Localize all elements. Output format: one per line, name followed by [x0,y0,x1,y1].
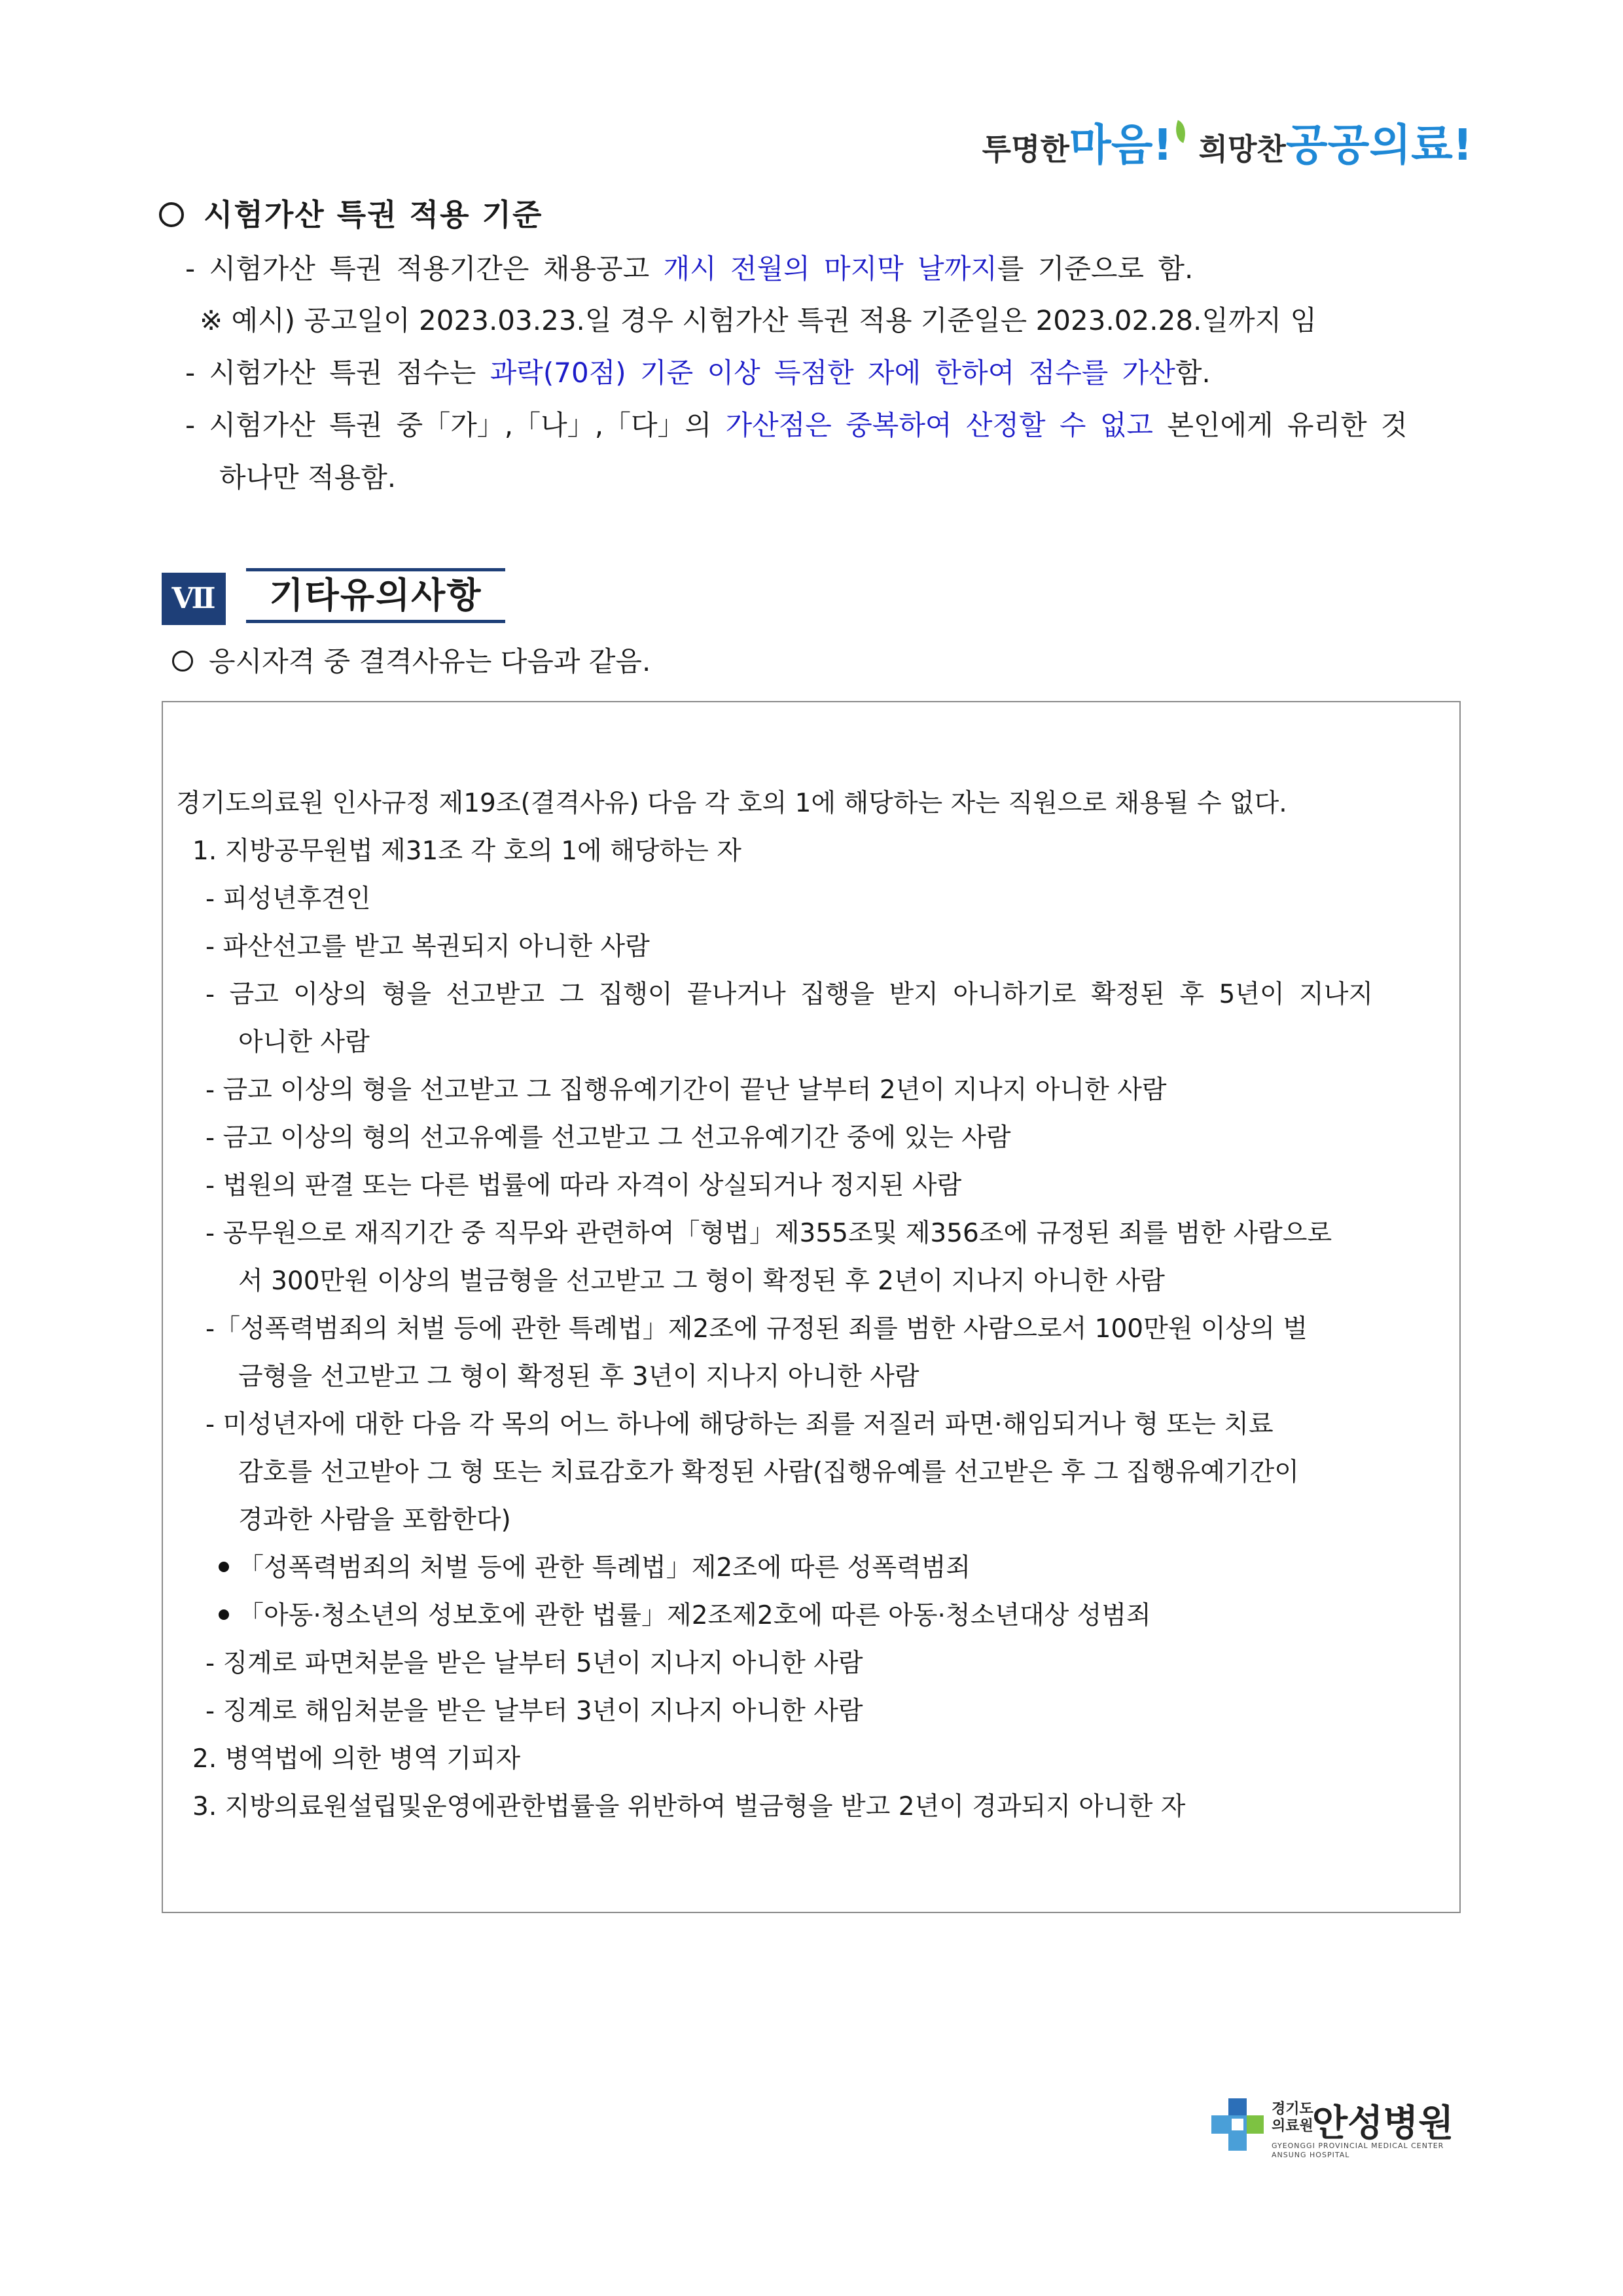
logo-org: 경기도 의료원 [1272,2101,1313,2134]
box-line: - 공무원으로 재직기간 중 직무와 관련하여「형법」제355조및 제356조에 규정된 죄를 범한 사람으로 [205,1219,1332,1248]
box-line: 3. 지방의료원설립및운영에관한법률을 위반하여 벌금형을 받고 2년이 경과되지 아니한 자 [192,1792,1186,1821]
slogan-part4: 공공의료! [1285,120,1472,170]
box-line: 1. 지방공무원법 제31조 각 호의 1에 해당하는 자 [192,836,741,866]
box-line: - 금고 이상의 형을 선고받고 그 집행이 끝나거나 집행을 받지 아니하기로 확정된 후 5년이 지나지 [205,980,1374,1009]
logo-english-1: GYEONGGI PROVINCIAL MEDICAL CENTER [1272,2142,1444,2150]
header-slogan [982,110,1472,172]
bonus-line-1: - 시험가산 특권 적용기간은 채용공고 개시 전월의 마지막 날까지를 기준으로 함. [185,253,1194,285]
box-line: -「성폭력범죄의 처벌 등에 관한 특례법」제2조에 규정된 죄를 범한 사람으로서 100만원 이상의 벌 [205,1314,1308,1344]
box-bullet-item: 「아동·청소년의 성보호에 관한 법률」제2조제2호에 따른 아동·청소년대상 성범죄 [219,1595,1151,1632]
leaf-icon [1171,120,1190,143]
box-line: 경기도의료원 인사규정 제19조(결격사유) 다음 각 호의 1에 해당하는 자는 직원으로 채용될 수 없다. [176,789,1287,818]
box-line: 감호를 선고받아 그 형 또는 치료감호가 확정된 사람(집행유예를 선고받은 후 그 집행유예기간이 [238,1458,1299,1487]
box-line: - 금고 이상의 형을 선고받고 그 집행유예기간이 끝난 날부터 2년이 지나지 아니한 사람 [205,1075,1167,1105]
dot-bullet-icon [219,1562,229,1572]
medical-cross-icon [1211,2098,1264,2151]
box-line: - 파산선고를 받고 복권되지 아니한 사람 [205,932,650,961]
section-title: 기타유의사항 [246,568,505,623]
highlight-text: 과락(70점) 기준 이상 득점한 자에 한하여 점수를 가산 [490,357,1175,389]
section-intro: 응시자격 중 결격사유는 다음과 같음. [172,640,651,679]
slogan-part2: 마음! [1069,120,1173,170]
slogan-part3: 희망찬 [1198,132,1286,167]
bonus-line-4: - 시험가산 특권 중「가」,「나」,「다」의 가산점은 중복하여 산정할 수 없고 본인에게 유리한 것 [185,409,1408,441]
box-line: - 피성년후견인 [205,884,371,914]
section-number: Ⅶ [162,573,226,625]
circle-bullet-icon [159,202,184,227]
box-line: 경과한 사람을 포함한다) [238,1505,511,1535]
bonus-line-5: 하나만 적용함. [219,461,397,493]
box-line: - 징계로 파면처분을 받은 날부터 5년이 지나지 아니한 사람 [205,1649,863,1678]
highlight-text: 개시 전월의 마지막 날까지 [663,253,997,285]
box-bullet-item: 「성폭력범죄의 처벌 등에 관한 특례법」제2조에 따른 성폭력범죄 [219,1547,971,1584]
box-line: - 징계로 해임처분을 받은 날부터 3년이 지나지 아니한 사람 [205,1696,863,1726]
logo-english-2: ANSUNG HOSPITAL [1272,2151,1350,2159]
bonus-line-3: - 시험가산 특권 점수는 과락(70점) 기준 이상 득점한 자에 한하여 점수를 가산함. [185,357,1211,389]
box-line: 아니한 사람 [238,1028,370,1057]
hospital-logo [1211,2094,1473,2173]
box-line: - 법원의 판결 또는 다른 법률에 따라 자격이 상실되거나 정지된 사람 [205,1171,962,1200]
disqualification-box [162,701,1461,1913]
dot-bullet-icon [219,1609,229,1620]
logo-name: 안성병원 [1312,2102,1454,2145]
circle-bullet-icon [172,651,193,672]
box-line: - 금고 이상의 형의 선고유예를 선고받고 그 선고유예기간 중에 있는 사람 [205,1123,1011,1153]
bonus-line-2-example: ※ 예시) 공고일이 2023.03.23.일 경우 시험가산 특권 적용 기준일은 2023.02.28.일까지 임 [200,304,1317,336]
box-line: 2. 병역법에 의한 병역 기피자 [192,1744,521,1774]
box-line: 서 300만원 이상의 벌금형을 선고받고 그 형이 확정된 후 2년이 지나지 아니한 사람 [238,1266,1165,1296]
highlight-text: 가산점은 중복하여 산정할 수 없고 [725,409,1153,441]
slogan-part1: 투명한 [982,132,1069,167]
box-line: 금형을 선고받고 그 형이 확정된 후 3년이 지나지 아니한 사람 [238,1362,919,1391]
box-line: - 미성년자에 대한 다음 각 목의 어느 하나에 해당하는 죄를 저질러 파면·해임되거나 형 또는 치료 [205,1410,1274,1439]
bonus-criteria-heading: 시험가산 특권 적용 기준 [159,191,543,234]
